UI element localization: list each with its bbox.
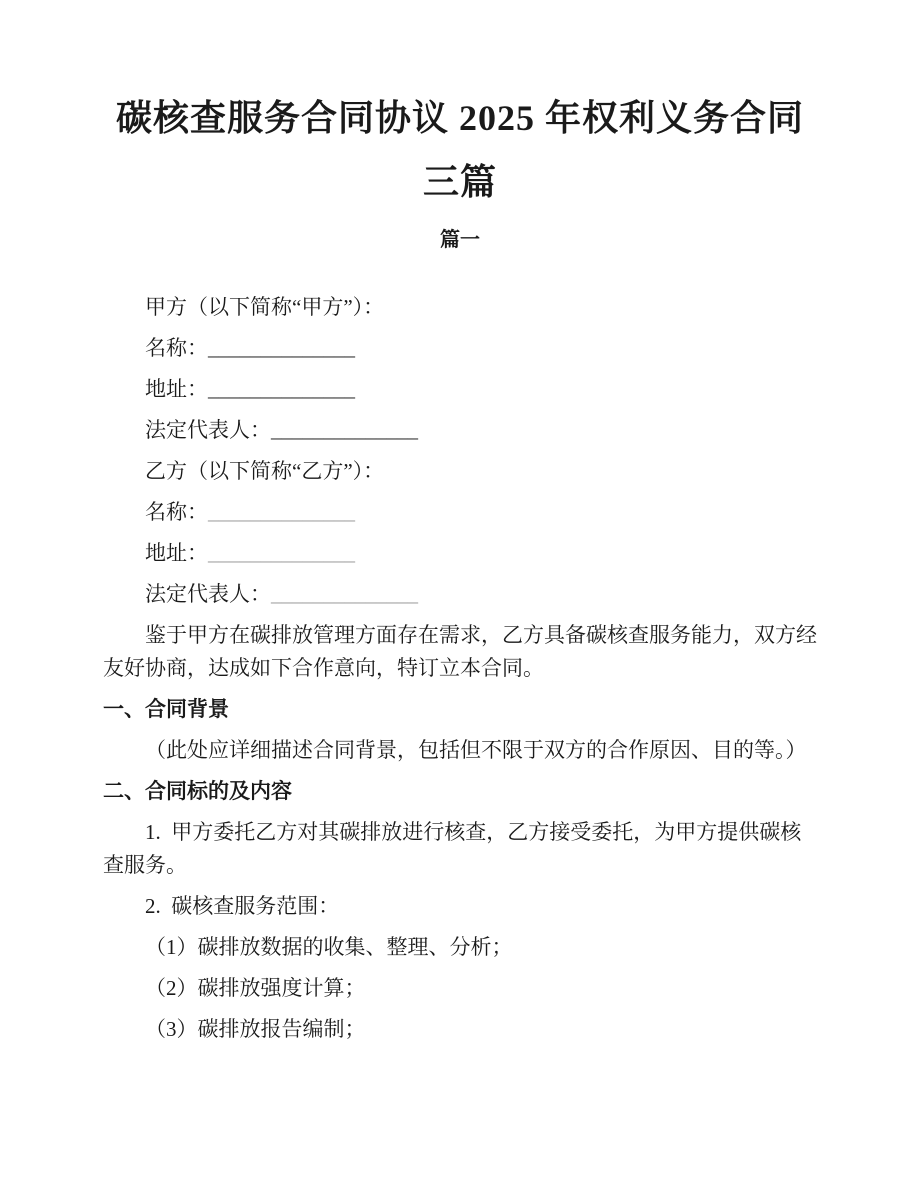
party-b-field-address: [103, 537, 817, 570]
preamble-paragraph: 鉴于甲方在碳排放管理方面存在需求，乙方具备碳核查服务能力，双方经友好协商，达成如下合作意向，特订立本合同。: [103, 623, 817, 680]
contract-item-2-sub-1: （1）碳排放数据的收集、整理、分析；: [145, 935, 513, 959]
field-label: 地址：: [145, 541, 208, 565]
section-1-heading: 一、合同背景: [103, 698, 229, 721]
field-label: 法定代表人：: [145, 418, 271, 442]
document-title: 碳核查服务合同协议 2025 年权利义务合同三篇: [115, 98, 804, 202]
party-b-field-legal-rep: [103, 578, 817, 611]
field-label: 地址：: [145, 377, 208, 401]
party-a-field-name: [103, 332, 817, 365]
party-a-heading: 甲方（以下简称“甲方”）：: [145, 295, 385, 319]
blank-line: ______________: [271, 418, 418, 442]
party-a-field-address: [103, 373, 817, 406]
section-1-body: （此处应详细描述合同背景，包括但不限于双方的合作原因、目的等。）: [145, 738, 807, 762]
blank-line: ______________: [208, 336, 355, 360]
party-b-field-name: [103, 496, 817, 529]
blank-line: ______________: [208, 377, 355, 401]
section-2-heading: 二、合同标的及内容: [103, 780, 292, 803]
blank-line: ______________: [208, 541, 355, 565]
contract-item-2-sub-3: （3）碳排放报告编制；: [145, 1017, 366, 1041]
contract-item-2-sub-2: （2）碳排放强度计算；: [145, 976, 366, 1000]
field-label: 名称：: [145, 500, 208, 524]
contract-item-2: 2. 碳核查服务范围：: [145, 894, 340, 918]
blank-line: ______________: [271, 582, 418, 606]
party-a-field-legal-rep: [103, 414, 817, 447]
contract-item-1: 1. 甲方委托乙方对其碳排放进行核查，乙方接受委托，为甲方提供碳核查服务。: [103, 820, 802, 877]
part-label: 篇一: [440, 229, 480, 251]
field-label: 法定代表人：: [145, 582, 271, 606]
blank-line: ______________: [208, 500, 355, 524]
field-label: 名称：: [145, 336, 208, 360]
party-b-heading: 乙方（以下简称“乙方”）：: [145, 459, 385, 483]
